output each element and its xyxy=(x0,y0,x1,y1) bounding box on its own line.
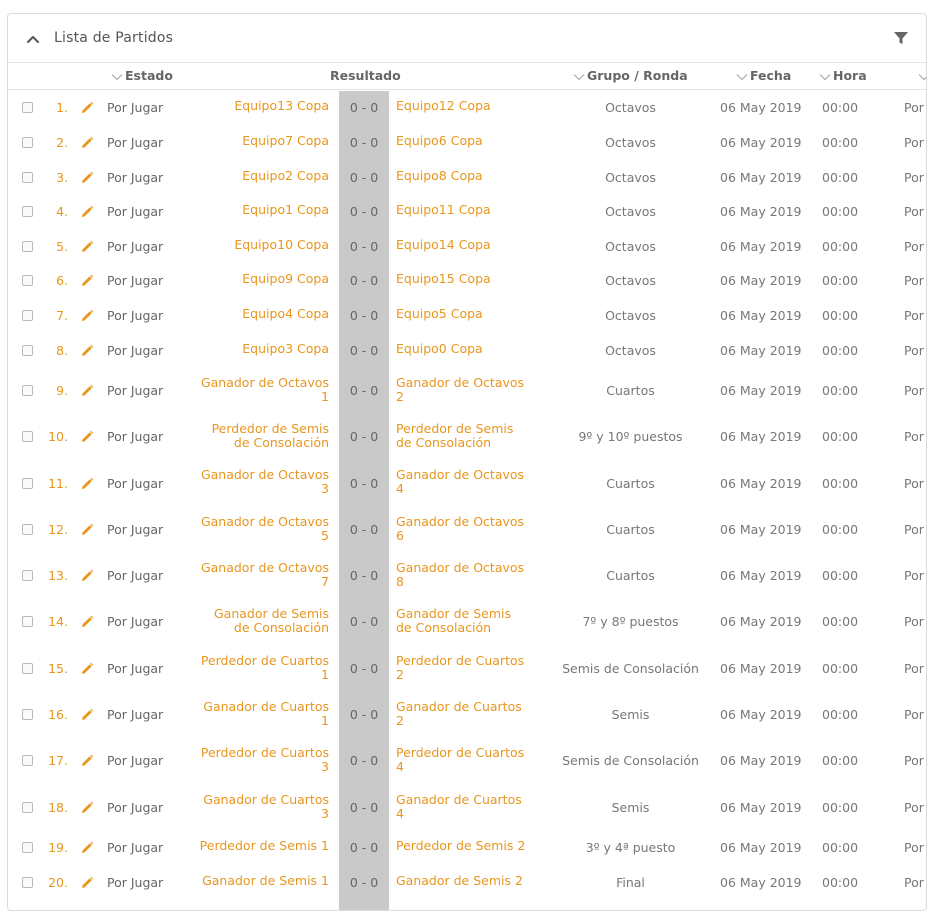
home-team-line: Equipo7 Copa xyxy=(242,132,329,148)
date-text: 06 May 2019 xyxy=(720,521,802,537)
edit-pencil-icon[interactable] xyxy=(80,204,94,218)
column-header-resultado[interactable]: Resultado xyxy=(330,68,401,83)
away-team-line: Ganador de Semis xyxy=(396,606,512,622)
edit-pencil-icon[interactable] xyxy=(80,840,94,854)
edit-pencil-icon[interactable] xyxy=(80,343,94,357)
date-text: 06 May 2019 xyxy=(720,169,802,185)
score-text: 0 - 0 xyxy=(349,840,379,856)
date-text: 06 May 2019 xyxy=(720,799,802,815)
away-team-link[interactable] xyxy=(396,342,556,356)
home-team-line: Equipo10 Copa xyxy=(234,236,329,252)
date-text: 06 May 2019 xyxy=(720,660,802,676)
home-team-line: de Consolación xyxy=(233,620,329,636)
row-checkbox[interactable] xyxy=(22,524,33,535)
edit-pencil-icon[interactable] xyxy=(80,875,94,889)
round-text: Octavos xyxy=(605,169,656,185)
home-team-line: de Consolación xyxy=(233,435,329,451)
round-text: 7º y 8º puestos xyxy=(582,614,679,630)
home-team-line: Equipo4 Copa xyxy=(242,305,329,321)
home-team-link[interactable] xyxy=(169,607,329,635)
home-team-link[interactable] xyxy=(169,376,329,404)
truncated-column-text: Por xyxy=(904,382,924,398)
truncated-column-text: Por xyxy=(904,429,924,445)
row-number: 12. xyxy=(48,521,68,537)
away-team-link[interactable] xyxy=(396,561,556,589)
chevron-down-icon xyxy=(111,73,123,81)
edit-pencil-icon[interactable] xyxy=(80,614,94,628)
time-text: 00:00 xyxy=(822,382,859,398)
away-team-line: Perdedor de Semis 2 xyxy=(396,838,526,854)
row-checkbox[interactable] xyxy=(22,385,33,396)
row-checkbox[interactable] xyxy=(22,478,33,489)
time-text: 00:00 xyxy=(822,169,859,185)
home-team-line: Ganador de Semis 1 xyxy=(202,872,329,888)
away-team-line: Perdedor de Cuartos xyxy=(396,745,525,761)
home-team-line: 1 xyxy=(321,388,329,404)
status-text: Por Jugar xyxy=(107,342,164,358)
away-team-line: 2 xyxy=(396,712,404,728)
row-number: 14. xyxy=(48,614,68,630)
row-number: 15. xyxy=(48,660,68,676)
status-text: Por Jugar xyxy=(107,568,164,584)
row-checkbox[interactable] xyxy=(22,206,33,217)
edit-pencil-icon[interactable] xyxy=(80,568,94,582)
score-text: 0 - 0 xyxy=(349,169,379,185)
truncated-column-text: Por xyxy=(904,614,924,630)
status-text: Por Jugar xyxy=(107,134,164,150)
away-team-link[interactable] xyxy=(396,169,556,183)
away-team-line: 2 xyxy=(396,388,404,404)
time-text: 00:00 xyxy=(822,204,859,220)
column-header-grupo[interactable]: Grupo / Ronda xyxy=(573,64,688,90)
row-checkbox[interactable] xyxy=(22,275,33,286)
row-checkbox[interactable] xyxy=(22,172,33,183)
truncated-column-text: Por xyxy=(904,753,924,769)
date-text: 06 May 2019 xyxy=(720,273,802,289)
status-text: Por Jugar xyxy=(107,169,164,185)
truncated-column-text: Por xyxy=(904,840,924,856)
edit-pencil-icon[interactable] xyxy=(80,100,94,114)
away-team-line: Ganador de Octavos xyxy=(396,513,525,529)
away-team-line: Ganador de Cuartos xyxy=(396,791,522,807)
date-text: 06 May 2019 xyxy=(720,382,802,398)
truncated-column-text: Por xyxy=(904,874,924,890)
row-number: 9. xyxy=(56,382,68,398)
time-text: 00:00 xyxy=(822,134,859,150)
away-team-line: 4 xyxy=(396,481,404,497)
date-text: 06 May 2019 xyxy=(720,134,802,150)
panel-title: Lista de Partidos xyxy=(54,30,174,46)
chevron-down-icon xyxy=(573,73,585,81)
edit-pencil-icon[interactable] xyxy=(80,239,94,253)
row-number: 7. xyxy=(56,307,68,323)
score-text: 0 - 0 xyxy=(349,874,379,890)
home-team-line: Perdedor de Cuartos xyxy=(200,652,329,668)
away-team-line: Ganador de Octavos xyxy=(396,467,525,483)
score-text: 0 - 0 xyxy=(349,273,379,289)
away-team-link[interactable] xyxy=(396,654,556,682)
row-checkbox[interactable] xyxy=(22,842,33,853)
truncated-column-text: Por xyxy=(904,342,924,358)
home-team-line: Equipo3 Copa xyxy=(242,340,329,356)
away-team-line: Equipo14 Copa xyxy=(396,236,491,252)
date-text: 06 May 2019 xyxy=(720,342,802,358)
time-text: 00:00 xyxy=(822,840,859,856)
away-team-link[interactable] xyxy=(396,134,556,148)
row-checkbox[interactable] xyxy=(22,802,33,813)
away-team-line: Ganador de Octavos xyxy=(396,374,525,390)
round-text: Octavos xyxy=(605,100,656,116)
away-team-line: Perdedor de Cuartos xyxy=(396,652,525,668)
round-text: Semis de Consolación xyxy=(562,753,699,769)
home-team-link[interactable] xyxy=(169,561,329,589)
edit-pencil-icon[interactable] xyxy=(80,476,94,490)
edit-pencil-icon[interactable] xyxy=(80,383,94,397)
row-checkbox[interactable] xyxy=(22,663,33,674)
truncated-column-text: Por xyxy=(904,134,924,150)
away-team-line: Equipo8 Copa xyxy=(396,167,483,183)
edit-pencil-icon[interactable] xyxy=(80,308,94,322)
score-text: 0 - 0 xyxy=(349,342,379,358)
row-number: 4. xyxy=(56,204,68,220)
away-team-link[interactable] xyxy=(396,203,556,217)
date-text: 06 May 2019 xyxy=(720,874,802,890)
edit-pencil-icon[interactable] xyxy=(80,522,94,536)
away-team-line: 4 xyxy=(396,759,404,775)
status-text: Por Jugar xyxy=(107,874,164,890)
time-text: 00:00 xyxy=(822,614,859,630)
home-team-link[interactable] xyxy=(169,272,329,286)
round-text: Octavos xyxy=(605,238,656,254)
row-checkbox[interactable] xyxy=(22,345,33,356)
status-text: Por Jugar xyxy=(107,382,164,398)
status-text: Por Jugar xyxy=(107,429,164,445)
round-text: Semis xyxy=(611,707,650,723)
score-text: 0 - 0 xyxy=(349,660,379,676)
home-team-link[interactable] xyxy=(169,307,329,321)
row-number: 17. xyxy=(48,753,68,769)
away-team-line: Equipo12 Copa xyxy=(396,98,491,114)
round-text: 9º y 10º puestos xyxy=(578,429,683,445)
away-team-line: de Consolación xyxy=(396,620,492,636)
row-checkbox[interactable] xyxy=(22,755,33,766)
chevron-up-icon[interactable] xyxy=(23,29,43,49)
home-team-link[interactable] xyxy=(169,99,329,113)
home-team-line: Equipo1 Copa xyxy=(242,202,329,218)
away-team-link[interactable] xyxy=(396,515,556,543)
away-team-link[interactable] xyxy=(396,700,556,728)
home-team-line: Perdedor de Semis xyxy=(211,421,329,437)
panel-header xyxy=(8,14,926,63)
status-text: Por Jugar xyxy=(107,273,164,289)
truncated-column-text: Por xyxy=(904,568,924,584)
time-text: 00:00 xyxy=(822,753,859,769)
round-text: Cuartos xyxy=(606,382,655,398)
row-checkbox[interactable] xyxy=(22,241,33,252)
home-team-link[interactable] xyxy=(169,839,329,853)
away-team-link[interactable] xyxy=(396,376,556,404)
home-team-line: Equipo2 Copa xyxy=(242,167,329,183)
home-team-line: Ganador de Cuartos xyxy=(203,791,329,807)
round-text: Final xyxy=(616,874,645,890)
home-team-link[interactable] xyxy=(169,134,329,148)
away-team-line: Ganador de Cuartos xyxy=(396,698,522,714)
home-team-line: Ganador de Octavos xyxy=(200,374,329,390)
date-text: 06 May 2019 xyxy=(720,568,802,584)
home-team-line: Ganador de Octavos xyxy=(200,467,329,483)
round-text: Cuartos xyxy=(606,521,655,537)
round-text: Cuartos xyxy=(606,475,655,491)
away-team-link[interactable] xyxy=(396,793,556,821)
row-number: 18. xyxy=(48,799,68,815)
score-text: 0 - 0 xyxy=(349,707,379,723)
away-team-link[interactable] xyxy=(396,874,556,888)
status-text: Por Jugar xyxy=(107,100,164,116)
truncated-column-text: Por xyxy=(904,238,924,254)
chevron-down-icon xyxy=(736,73,748,81)
score-text: 0 - 0 xyxy=(349,753,379,769)
edit-pencil-icon[interactable] xyxy=(80,661,94,675)
home-team-line: 3 xyxy=(321,759,329,775)
score-text: 0 - 0 xyxy=(349,429,379,445)
row-number: 16. xyxy=(48,707,68,723)
away-team-line: Equipo6 Copa xyxy=(396,132,483,148)
row-checkbox[interactable] xyxy=(22,102,33,113)
away-team-line: Equipo11 Copa xyxy=(396,202,491,218)
home-team-line: Ganador de Semis xyxy=(213,606,329,622)
chevron-down-icon xyxy=(819,73,831,81)
home-team-link[interactable] xyxy=(169,874,329,888)
matches-panel xyxy=(7,13,927,911)
edit-pencil-icon[interactable] xyxy=(80,170,94,184)
round-text: Octavos xyxy=(605,134,656,150)
round-text: 3º y 4ª puesto xyxy=(585,840,676,856)
away-team-link[interactable] xyxy=(396,99,556,113)
home-team-line: 1 xyxy=(321,712,329,728)
truncated-column-text: Por xyxy=(904,273,924,289)
row-checkbox[interactable] xyxy=(22,877,33,888)
away-team-link[interactable] xyxy=(396,422,556,450)
status-text: Por Jugar xyxy=(107,753,164,769)
round-text: Semis de Consolación xyxy=(562,660,699,676)
row-number: 8. xyxy=(56,342,68,358)
row-number: 19. xyxy=(48,840,68,856)
row-checkbox[interactable] xyxy=(22,310,33,321)
score-text: 0 - 0 xyxy=(349,521,379,537)
row-checkbox[interactable] xyxy=(22,570,33,581)
home-team-link[interactable] xyxy=(169,342,329,356)
score-text: 0 - 0 xyxy=(349,100,379,116)
score-text: 0 - 0 xyxy=(349,382,379,398)
score-text: 0 - 0 xyxy=(349,475,379,491)
home-team-line: 3 xyxy=(321,481,329,497)
score-text: 0 - 0 xyxy=(349,204,379,220)
date-text: 06 May 2019 xyxy=(720,238,802,254)
time-text: 00:00 xyxy=(822,342,859,358)
row-number: 10. xyxy=(48,429,68,445)
home-team-link[interactable] xyxy=(169,238,329,252)
away-team-line: 4 xyxy=(396,805,404,821)
status-text: Por Jugar xyxy=(107,307,164,323)
truncated-column-text: Por xyxy=(904,204,924,220)
home-team-link[interactable] xyxy=(169,700,329,728)
away-team-link[interactable] xyxy=(396,272,556,286)
column-header-hora[interactable]: Hora xyxy=(819,64,867,90)
time-text: 00:00 xyxy=(822,307,859,323)
column-header-fecha[interactable]: Fecha xyxy=(736,64,791,90)
edit-pencil-icon[interactable] xyxy=(80,753,94,767)
date-text: 06 May 2019 xyxy=(720,429,802,445)
status-text: Por Jugar xyxy=(107,799,164,815)
table-header xyxy=(8,64,926,90)
away-team-line: Ganador de Octavos xyxy=(396,560,525,575)
row-checkbox[interactable] xyxy=(22,709,33,720)
home-team-link[interactable] xyxy=(169,468,329,496)
time-text: 00:00 xyxy=(822,799,859,815)
time-text: 00:00 xyxy=(822,273,859,289)
edit-pencil-icon[interactable] xyxy=(80,273,94,287)
round-text: Cuartos xyxy=(606,568,655,584)
date-text: 06 May 2019 xyxy=(720,840,802,856)
time-text: 00:00 xyxy=(822,100,859,116)
home-team-link[interactable] xyxy=(169,422,329,450)
row-checkbox[interactable] xyxy=(22,137,33,148)
row-checkbox[interactable] xyxy=(22,431,33,442)
truncated-column-text: Por xyxy=(904,521,924,537)
chevron-down-icon xyxy=(918,73,927,81)
home-team-link[interactable] xyxy=(169,654,329,682)
round-text: Octavos xyxy=(605,342,656,358)
time-text: 00:00 xyxy=(822,874,859,890)
truncated-column-text: Por xyxy=(904,660,924,676)
home-team-line: Ganador de Cuartos xyxy=(203,698,329,714)
away-team-link[interactable] xyxy=(396,746,556,774)
round-text: Octavos xyxy=(605,307,656,323)
away-team-link[interactable] xyxy=(396,238,556,252)
away-team-line: Equipo0 Copa xyxy=(396,340,483,356)
row-number: 6. xyxy=(56,273,68,289)
away-team-line: 8 xyxy=(396,574,404,589)
time-text: 00:00 xyxy=(822,521,859,537)
away-team-link[interactable] xyxy=(396,607,556,635)
date-text: 06 May 2019 xyxy=(720,707,802,723)
row-number: 5. xyxy=(56,238,68,254)
row-number: 11. xyxy=(48,475,68,491)
row-number: 13. xyxy=(48,568,68,584)
status-text: Por Jugar xyxy=(107,475,164,491)
score-text: 0 - 0 xyxy=(349,307,379,323)
away-team-link[interactable] xyxy=(396,307,556,321)
date-text: 06 May 2019 xyxy=(720,614,802,630)
home-team-line: Equipo9 Copa xyxy=(242,271,329,287)
edit-pencil-icon[interactable] xyxy=(80,429,94,443)
status-text: Por Jugar xyxy=(107,840,164,856)
home-team-link[interactable] xyxy=(169,169,329,183)
away-team-line: Perdedor de Semis xyxy=(396,421,514,437)
home-team-line: 7 xyxy=(321,574,329,589)
row-checkbox[interactable] xyxy=(22,616,33,627)
away-team-line: Ganador de Semis 2 xyxy=(396,872,523,888)
date-text: 06 May 2019 xyxy=(720,204,802,220)
time-text: 00:00 xyxy=(822,475,859,491)
edit-pencil-icon[interactable] xyxy=(80,800,94,814)
column-header-more[interactable] xyxy=(918,64,927,90)
row-number: 1. xyxy=(56,100,68,116)
round-text: Semis xyxy=(611,799,650,815)
home-team-link[interactable] xyxy=(169,793,329,821)
truncated-column-text: Por xyxy=(904,707,924,723)
score-text: 0 - 0 xyxy=(349,614,379,630)
away-team-line: de Consolación xyxy=(396,435,492,451)
row-number: 20. xyxy=(48,874,68,890)
home-team-line: Perdedor de Semis 1 xyxy=(199,838,329,854)
truncated-column-text: Por xyxy=(904,307,924,323)
home-team-line: 1 xyxy=(321,666,329,682)
time-text: 00:00 xyxy=(822,707,859,723)
date-text: 06 May 2019 xyxy=(720,475,802,491)
truncated-column-text: Por xyxy=(904,169,924,185)
date-text: 06 May 2019 xyxy=(720,753,802,769)
filter-icon[interactable] xyxy=(892,29,910,47)
truncated-column-text: Por xyxy=(904,799,924,815)
score-text: 0 - 0 xyxy=(349,238,379,254)
time-text: 00:00 xyxy=(822,660,859,676)
score-text: 0 - 0 xyxy=(349,134,379,150)
score-text: 0 - 0 xyxy=(349,568,379,584)
away-team-line: Equipo5 Copa xyxy=(396,305,483,321)
time-text: 00:00 xyxy=(822,238,859,254)
away-team-line: Equipo15 Copa xyxy=(396,271,491,287)
date-text: 06 May 2019 xyxy=(720,100,802,116)
away-team-line: 2 xyxy=(396,666,404,682)
home-team-link[interactable] xyxy=(169,203,329,217)
round-text: Octavos xyxy=(605,273,656,289)
date-text: 06 May 2019 xyxy=(720,307,802,323)
round-text: Octavos xyxy=(605,204,656,220)
away-team-line: 6 xyxy=(396,527,404,543)
status-text: Por Jugar xyxy=(107,614,164,630)
time-text: 00:00 xyxy=(822,568,859,584)
home-team-line: 3 xyxy=(321,805,329,821)
edit-pencil-icon[interactable] xyxy=(80,135,94,149)
status-text: Por Jugar xyxy=(107,521,164,537)
home-team-line: Perdedor de Cuartos xyxy=(200,745,329,761)
status-text: Por Jugar xyxy=(107,204,164,220)
home-team-line: Equipo13 Copa xyxy=(234,98,329,114)
score-text: 0 - 0 xyxy=(349,799,379,815)
home-team-line: 5 xyxy=(321,527,329,543)
away-team-link[interactable] xyxy=(396,468,556,496)
column-header-estado[interactable]: Estado xyxy=(111,64,173,90)
truncated-column-text: Por xyxy=(904,475,924,491)
away-team-link[interactable] xyxy=(396,839,556,853)
status-text: Por Jugar xyxy=(107,238,164,254)
edit-pencil-icon[interactable] xyxy=(80,707,94,721)
truncated-column-text: Por xyxy=(904,100,924,116)
row-number: 3. xyxy=(56,169,68,185)
status-text: Por Jugar xyxy=(107,707,164,723)
home-team-link[interactable] xyxy=(169,746,329,774)
home-team-line: Ganador de Octavos xyxy=(200,513,329,529)
home-team-line: Ganador de Octavos xyxy=(200,560,329,575)
row-number: 2. xyxy=(56,134,68,150)
home-team-link[interactable] xyxy=(169,515,329,543)
time-text: 00:00 xyxy=(822,429,859,445)
status-text: Por Jugar xyxy=(107,660,164,676)
